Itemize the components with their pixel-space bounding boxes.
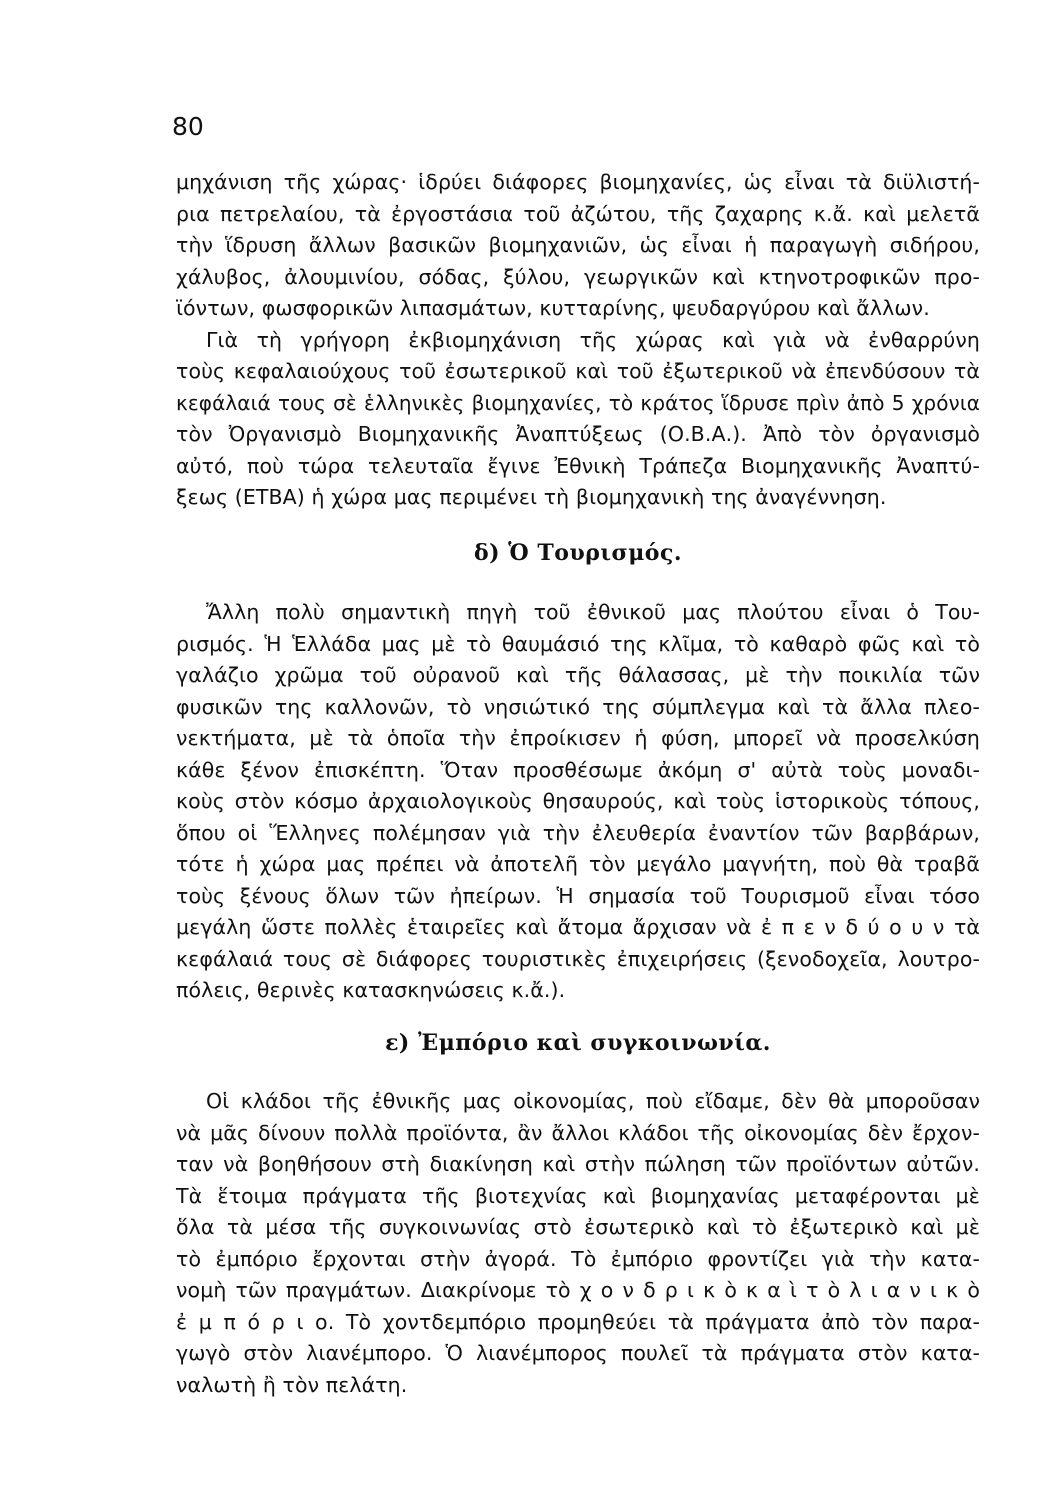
text-line: νομὴ τῶν πραγμάτων. Διακρίνομε τὸ χ ο ν δ ρ ι κ ὸ κ α ὶ τ ὸ λ ι α ν ι κ ὸ [176, 1278, 980, 1302]
text-line: ναλωτὴ ἢ τὸν πελάτη. [176, 1372, 408, 1397]
text-line: τοὺς κεφαλαιούχους τοῦ ἐσωτερικοῦ καὶ τοῦ ἐξωτερικοῦ νὰ ἐπενδύσουν τὰ [176, 359, 980, 383]
text-line: ὅπου οἱ Ἕλληνες πολέμησαν γιὰ τὴν ἐλευθερία ἐναντίον τῶν βαρβάρων, [176, 820, 980, 845]
page-number: 80 [172, 112, 204, 141]
text-line: ρισμός. Ἡ Ἑλλάδα μας μὲ τὸ θαυμάσιό της κλῖμα, τὸ καθαρὸ φῶς καὶ τὸ [176, 631, 980, 656]
text-line: Ἄλλη πολὺ σημαντικὴ πηγὴ τοῦ ἐθνικοῦ μας πλούτου εἶναι ὁ Του- [206, 600, 980, 624]
text-line: τὸ ἐμπόριο ἔρχονται στὴν ἀγορά. Τὸ ἐμπόριο φροντίζει γιὰ τὴν κατα- [176, 1246, 980, 1271]
text-line: γωγὸ στὸν λιανέμπορο. Ὁ λιανέμπορος πουλεῖ τὰ πράγματα στὸν κατα- [176, 1341, 980, 1365]
text-line: τότε ἡ χώρα μας πρέπει νὰ ἀποτελῆ τὸν μεγάλο μαγνήτη, ποὺ θὰ τραβᾶ [176, 852, 980, 876]
text-line: τὴν ἵδρυση ἄλλων βασικῶν βιομηχανιῶν, ὡς εἶναι ἡ παραγωγὴ σιδήρου, [176, 233, 980, 257]
tourism-paragraph [176, 597, 980, 1007]
text-line: κεφάλαιά τους σὲ ἑλληνικὲς βιομηχανίες, τὸ κράτος ἵδρυσε πρὶν ἀπὸ 5 χρόνια [176, 390, 980, 415]
text-line: ταν νὰ βοηθήσουν στὴ διακίνηση καὶ στὴν πώληση τῶν προϊόντων αὐτῶν. [176, 1152, 980, 1176]
text-line: κεφάλαιά τους σὲ διάφορες τουριστικὲς ἐπιχειρήσεις (ξενοδοχεῖα, λουτρο- [176, 946, 980, 971]
text-line: φυσικῶν της καλλονῶν, τὸ νησιώτικό της σύμπλεγμα καὶ τὰ ἄλλα πλεο- [176, 694, 980, 719]
text-line: Οἱ κλάδοι τῆς ἐθνικῆς μας οἰκονομίας, ποὺ εἴδαμε, δὲν θὰ μποροῦσαν [206, 1089, 980, 1113]
text-line: ξεως (ΕΤΒΑ) ἡ χώρα μας περιμένει τὴ βιομηχανικὴ της ἀναγέννηση. [176, 485, 887, 509]
text-line: τοὺς ξένους ὅλων τῶν ἠπείρων. Ἡ σημασία τοῦ Τουρισμοῦ εἶναι τόσο [176, 883, 980, 908]
text-line: νεκτήματα, μὲ τὰ ὁποῖα τὴν ἐπροίκισεν ἡ φύση, μπορεῖ νὰ προσελκύση [176, 726, 980, 750]
text-line: κοὺς στὸν κόσμο ἀρχαιολογικοὺς θησαυρούς, καὶ τοὺς ἱστορικοὺς τόπους, [176, 789, 980, 813]
text-line: Γιὰ τὴ γρήγορη ἐκβιομηχάνιση τῆς χώρας καὶ γιὰ νὰ ἐνθαρρύνη [206, 327, 980, 352]
text-line: νὰ μᾶς δίνουν πολλὰ προϊόντα, ἂν ἄλλοι κλάδοι τῆς οἰκονομίας δὲν ἔρχον- [176, 1120, 980, 1145]
text-line: Τὰ ἕτοιμα πράγματα τῆς βιοτεχνίας καὶ βιομηχανίας μεταφέρονται μὲ [176, 1183, 980, 1208]
text-line: μηχάνιση τῆς χώρας· ἱδρύει διάφορες βιομηχανίες, ὡς εἶναι τὰ διϋλιστή- [176, 170, 980, 194]
text-line: ρια πετρελαίου, τὰ ἐργοστάσια τοῦ ἀζώτου, τῆς ζαχαρης κ.ἄ. καὶ μελετᾶ [176, 201, 980, 226]
text-line: ϊόντων, φωσφορικῶν λιπασμάτων, κυτταρίνης, ψευδαργύρου καὶ ἄλλων. [176, 296, 930, 320]
text-line: πόλεις, θερινὲς κατασκηνώσεις κ.ἄ.). [176, 978, 566, 1002]
section-heading-tourism: δ) Ὁ Τουρισμός. [473, 540, 683, 566]
text-line: τὸν Ὀργανισμὸ Βιομηχανικῆς Ἀναπτύξεως (Ο.Β.Α.). Ἀπὸ τὸν ὀργανισμὸ [176, 422, 980, 446]
text-line: αὐτό, ποὺ τώρα τελευταῖα ἔγινε Ἐθνικὴ Τράπεζα Βιομηχανικῆς Ἀναπτύ- [176, 453, 980, 478]
intro-paragraphs [176, 167, 980, 514]
commerce-paragraph [176, 1086, 980, 1401]
text-line: μεγάλη ὥστε πολλὲς ἑταιρεῖες καὶ ἄτομα ἄρχισαν νὰ ἐ π ε ν δ ύ ο υ ν τὰ [176, 915, 980, 939]
section-heading-commerce: ε) Ἐμπόριο καὶ συγκοινωνία. [385, 1030, 771, 1056]
text-line: ὅλα τὰ μέσα τῆς συγκοινωνίας στὸ ἐσωτερικὸ καὶ τὸ ἐξωτερικὸ καὶ μὲ [176, 1215, 980, 1239]
text-line: ἐ μ π ό ρ ι ο. Τὸ χοντδεμπόριο προμηθεύει τὰ πράγματα ἀπὸ τὸν παρα- [176, 1309, 980, 1334]
text-line: γαλάζιο χρῶμα τοῦ οὐρανοῦ καὶ τῆς θάλασσας, μὲ τὴν ποικιλία τῶν [176, 663, 980, 687]
text-line: χάλυβος, ἀλουμινίου, σόδας, ξύλου, γεωργικῶν καὶ κτηνοτροφικῶν προ- [176, 264, 980, 289]
text-line: κάθε ξένον ἐπισκέπτη. Ὅταν προσθέσωμε ἀκόμη σ' αὐτὰ τοὺς μοναδι- [176, 757, 980, 782]
